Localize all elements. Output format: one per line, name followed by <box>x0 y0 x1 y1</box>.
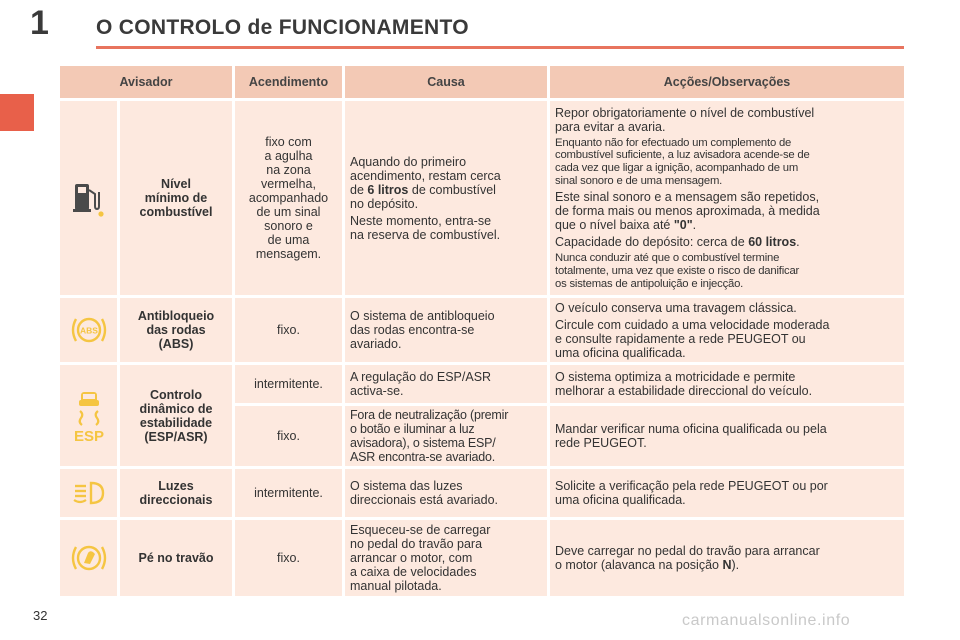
brake-causa: Esqueceu-se de carregar no pedal do travão para arrancar o motor, com a caixa de velocidades manual pilotada. <box>345 520 547 596</box>
esp-lamp-name: Controlo dinâmico de estabilidade (ESP/ASR) <box>120 365 232 466</box>
warning-lights-table <box>57 63 907 599</box>
lights-acendimento: intermitente. <box>235 469 342 517</box>
fuel-accoes: Repor obrigatoriamente o nível de combustível para evitar a avaria. Enquanto não for efectuado um complemento de combustível suficiente, a luz avisadora acende-se de cada vez que ligar a ignição, acompanhado de um sinal sonoro e de uma mensagem. Este sinal sonoro e a mensagem são repetidos, de forma mais ou menos aproximada, à medida que o nível baixa até "0". Capacidade do depósito: cerca de 60 litros. Nunca conduzir até que o combustível termine totalmente, uma vez que existe o risco de danificar os sistemas de antipoluição e injecção. <box>550 101 904 295</box>
watermark-text: carmanualsonline.info <box>682 612 851 629</box>
svg-text:ABS: ABS <box>79 325 98 336</box>
brake-accoes: Deve carregar no pedal do travão para arrancar o motor (alavanca na posição N). <box>550 520 904 596</box>
brake-lamp-name: Pé no travão <box>120 520 232 596</box>
table-header-row <box>60 66 904 98</box>
directional-headlamp-icon <box>69 478 109 508</box>
table-row-lights <box>60 469 904 517</box>
table-row-esp-intermitente <box>60 365 904 403</box>
foot-on-brake-icon <box>69 541 109 575</box>
abs-accoes: O veículo conserva uma travagem clássica. Circule com cuidado a uma velocidade moderada e consulte rapidamente a rede PEUGEOT ou uma oficina qualificada. <box>550 298 904 362</box>
abs-icon-cell <box>60 298 117 362</box>
esp-skid-icon <box>69 389 109 443</box>
fuel-pump-icon <box>69 178 109 218</box>
chapter-side-tab <box>0 94 34 131</box>
lights-lamp-name: Luzes direccionais <box>120 469 232 517</box>
table-row-abs <box>60 298 904 362</box>
esp-accoes-2: Mandar verificar numa oficina qualificada ou pela rede PEUGEOT. <box>550 406 904 466</box>
svg-text:ESP: ESP <box>73 427 104 443</box>
esp-acendimento-1: intermitente. <box>235 365 342 403</box>
chapter-title: O CONTROLO de FUNCIONAMENTO <box>96 16 469 39</box>
brake-icon-cell <box>60 520 117 596</box>
fuel-icon-cell <box>60 101 117 295</box>
abs-warning-icon <box>69 313 109 347</box>
page-number: 32 <box>33 608 48 623</box>
abs-lamp-name: Antibloqueio das rodas (ABS) <box>120 298 232 362</box>
title-rule <box>96 46 904 49</box>
fuel-acendimento: fixo com a agulha na zona vermelha, acompanhado de um sinal sonoro e de uma mensagem. <box>235 101 342 295</box>
esp-icon-cell <box>60 365 117 466</box>
header-accoes: Acções/Observações <box>550 66 904 98</box>
esp-causa-2: Fora de neutralização (premir o botão e iluminar a luz avisadora), o sistema ESP/ ASR encontra-se avariado. <box>345 406 547 466</box>
esp-accoes-1: O sistema optimiza a motricidade e permite melhorar a estabilidade direccional do veículo. <box>550 365 904 403</box>
fuel-causa: Aquando do primeiro acendimento, restam cerca de 6 litros de combustível no depósito. Neste momento, entra-se na reserva de combustível. <box>345 101 547 295</box>
lights-causa: O sistema das luzes direccionais está avariado. <box>345 469 547 517</box>
fuel-lamp-name: Nível mínimo de combustível <box>120 101 232 295</box>
esp-acendimento-2: fixo. <box>235 406 342 466</box>
header-acendimento: Acendimento <box>235 66 342 98</box>
esp-causa-1: A regulação do ESP/ASR activa-se. <box>345 365 547 403</box>
abs-acendimento: fixo. <box>235 298 342 362</box>
lights-accoes: Solicite a verificação pela rede PEUGEOT ou por uma oficina qualificada. <box>550 469 904 517</box>
brake-acendimento: fixo. <box>235 520 342 596</box>
chapter-number: 1 <box>30 4 49 42</box>
table-row-fuel <box>60 101 904 295</box>
header-avisador: Avisador <box>60 66 232 98</box>
abs-causa: O sistema de antibloqueio das rodas encontra-se avariado. <box>345 298 547 362</box>
header-causa: Causa <box>345 66 547 98</box>
table-row-brake <box>60 520 904 596</box>
lights-icon-cell <box>60 469 117 517</box>
